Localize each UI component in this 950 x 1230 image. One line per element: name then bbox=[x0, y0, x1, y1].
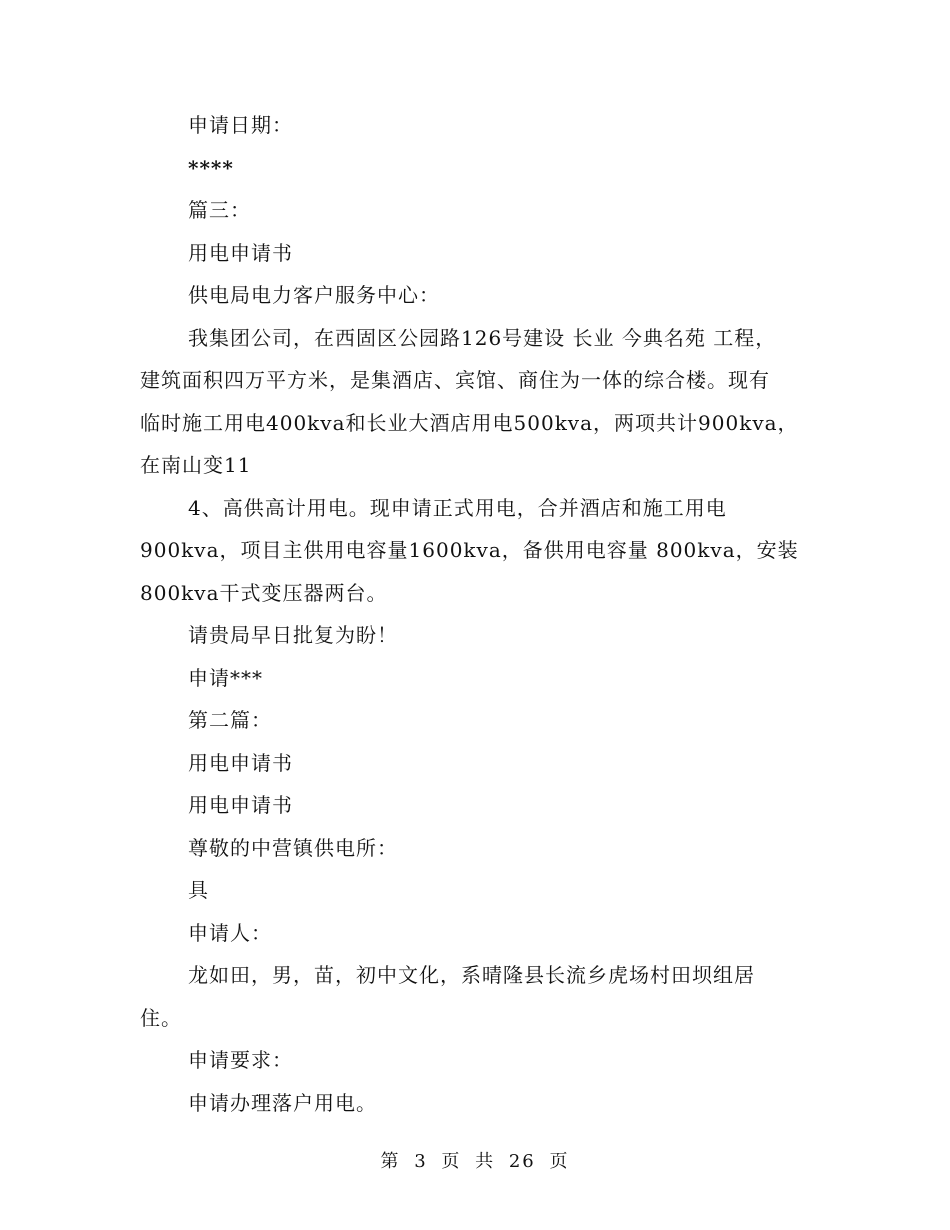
body-paragraph-line: 800kva干式变压器两台。 bbox=[140, 580, 388, 605]
request-requirements-label: 申请要求： bbox=[188, 1048, 293, 1072]
body-text-line: 具 bbox=[188, 878, 209, 902]
section-heading-2: 第二篇： bbox=[188, 708, 272, 732]
doc-title: 用电申请书 bbox=[188, 750, 293, 775]
applicant-description-line: 龙如田，男，苗，初中文化，系晴隆县长流乡虎场村田坝组居 bbox=[188, 963, 755, 987]
body-paragraph-line: 我集团公司，在西固区公园路126号建设 长业 今典名苑 工程， bbox=[188, 325, 777, 350]
masked-date: **** bbox=[188, 155, 234, 180]
body-paragraph-line: 建筑面积四万平方米，是集酒店、宾馆、商住为一体的综合楼。现有 bbox=[140, 368, 770, 392]
body-paragraph-line: 4、高供高计用电。现申请正式用电，合并酒店和施工用电 bbox=[188, 495, 727, 520]
body-paragraph-line: 临时施工用电400kva和长业大酒店用电500kva，两项共计900kva， bbox=[140, 410, 799, 435]
request-closing: 请贵局早日批复为盼！ bbox=[188, 623, 398, 647]
body-paragraph-line: 900kva，项目主供用电容量1600kva，备供用电容量 800kva，安装 bbox=[140, 538, 799, 562]
applicant-label: 申请人： bbox=[188, 920, 272, 945]
page-number-footer: 第 3 页 共 26 页 bbox=[380, 1151, 570, 1172]
document-body bbox=[140, 104, 810, 1124]
applicant-signature: 申请*** bbox=[188, 665, 263, 690]
request-requirements-text: 申请办理落户用电。 bbox=[188, 1090, 377, 1115]
application-date-label: 申请日期： bbox=[188, 113, 293, 137]
section-heading-3: 篇三： bbox=[188, 198, 251, 222]
doc-title: 用电申请书 bbox=[188, 240, 293, 265]
applicant-description-line: 住。 bbox=[140, 1005, 182, 1030]
recipient-line: 尊敬的中营镇供电所： bbox=[188, 835, 398, 860]
doc-title: 用电申请书 bbox=[188, 793, 293, 817]
body-paragraph-line: 在南山变11 bbox=[140, 453, 252, 477]
recipient-line: 供电局电力客户服务中心： bbox=[188, 283, 440, 307]
